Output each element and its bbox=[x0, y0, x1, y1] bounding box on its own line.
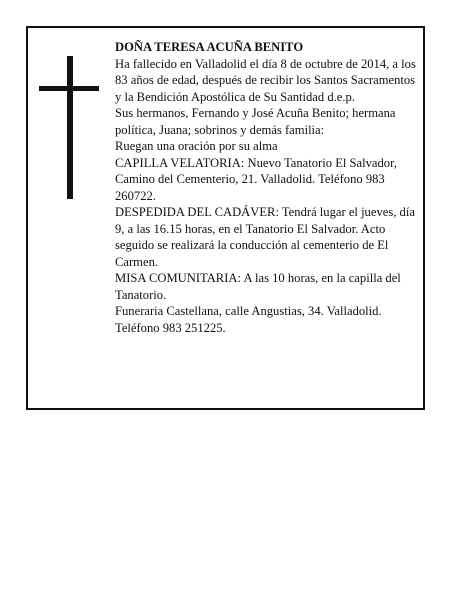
cross-horizontal-bar bbox=[39, 86, 99, 91]
obituary-notice bbox=[26, 26, 425, 410]
mass-info: MISA COMUNITARIA: A las 10 horas, en la capilla del Tanatorio. bbox=[115, 271, 401, 302]
funeral-home-info: Funeraria Castellana, calle Angustias, 34. Valladolid. Teléfono 983 251225. bbox=[115, 304, 382, 335]
wake-chapel-info: CAPILLA VELATORIA: Nuevo Tanatorio El Salvador, Camino del Cementerio, 21. Valladolid. Teléfono 983 260722. bbox=[115, 155, 397, 203]
deceased-name: DOÑA TERESA ACUÑA BENITO bbox=[115, 40, 304, 54]
prayer-request: Ruegan una oración por su alma bbox=[115, 139, 278, 153]
family-mourners: Sus hermanos, Fernando y José Acuña Benito; hermana política, Juana; sobrinos y demás familia: bbox=[115, 106, 396, 137]
farewell-info: DESPEDIDA DEL CADÁVER: Tendrá lugar el jueves, día 9, a las 16.15 horas, en el Tanatorio El Salvador. Acto seguido se realizará la conducción al cementerio de El Carmen. bbox=[115, 205, 415, 269]
cross-vertical-bar bbox=[67, 56, 73, 199]
notice-text bbox=[115, 39, 420, 336]
death-announcement: Ha fallecido en Valladolid el día 8 de octubre de 2014, a los 83 años de edad, después de recibir los Santos Sacramentos y la Bendición Apostólica de Su Santidad d.e.p. bbox=[115, 56, 416, 104]
